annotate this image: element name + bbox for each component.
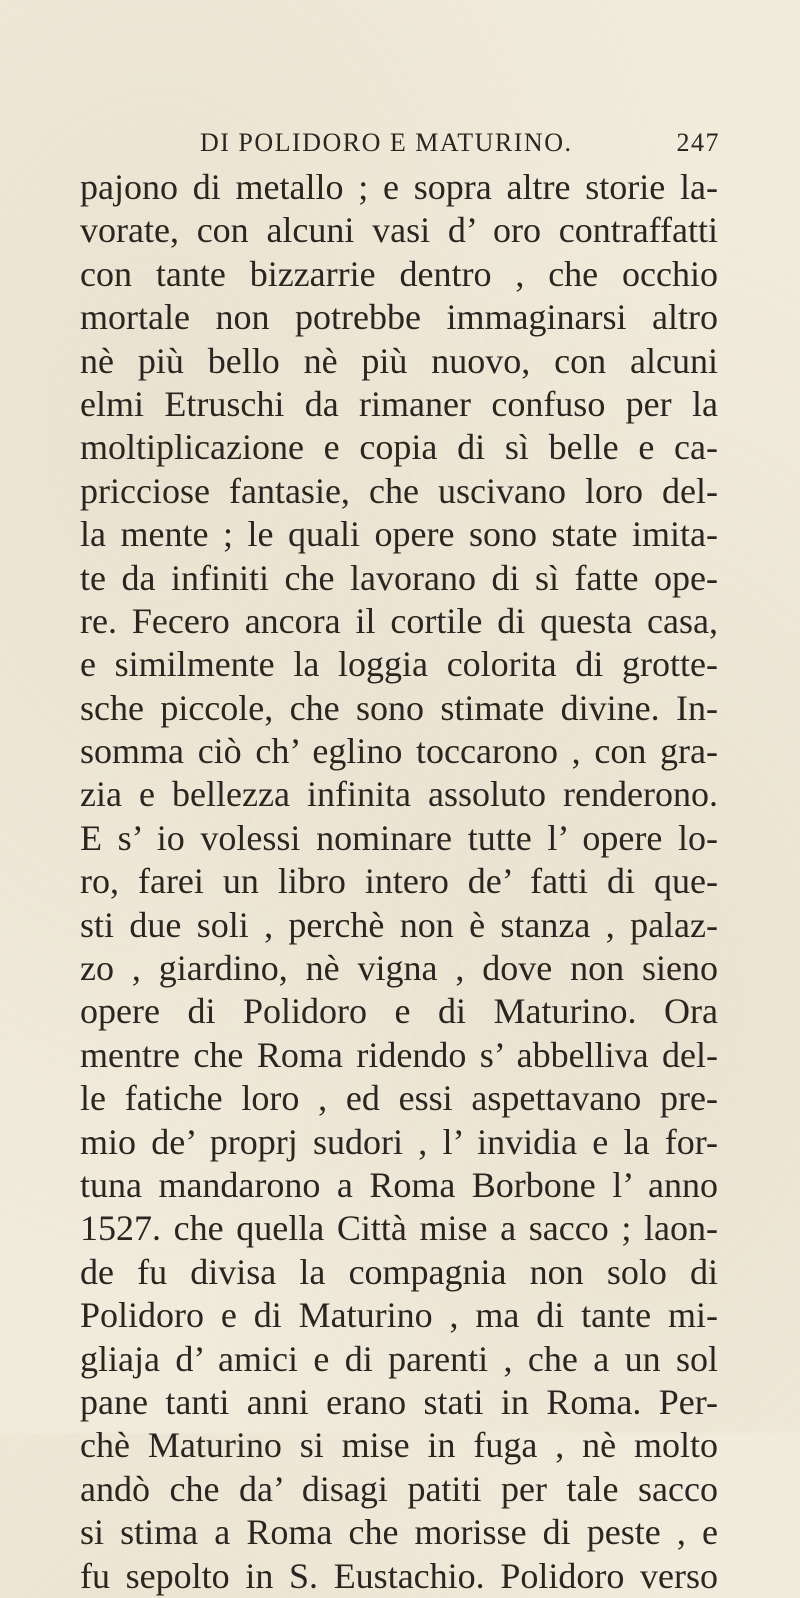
text-line: mio de’ proprj sudori , l’ invidia e la for-	[80, 1121, 718, 1162]
text-line: ro, farei un libro intero de’ fatti di que-	[80, 861, 718, 902]
text-line: pajono di metallo ; e sopra altre storie la-	[80, 167, 718, 207]
text-line: mortale non potrebbe immaginarsi altro	[80, 297, 718, 338]
running-head	[200, 128, 720, 168]
text-line: le fatiche loro , ed essi aspettavano pre-	[80, 1078, 718, 1119]
text-line: vorate, con alcuni vasi d’ oro contraffatti	[80, 210, 718, 251]
text-line: opere di Polidoro e di Maturino. Ora	[80, 991, 718, 1032]
text-body	[80, 166, 718, 1598]
text-line: andò che da’ disagi patiti per tale sacco	[80, 1468, 718, 1509]
text-line: mentre che Roma ridendo s’ abbelliva del-	[80, 1034, 718, 1075]
text-line: tuna mandarono a Roma Borbone l’ anno	[80, 1164, 718, 1205]
text-line: e similmente la loggia colorita di grotte-	[80, 644, 718, 685]
text-line: 1527. che quella Città mise a sacco ; laon-	[80, 1208, 718, 1249]
text-line: re. Fecero ancora il cortile di questa casa,	[80, 600, 718, 641]
text-line: si stima a Roma che morisse di peste , e	[80, 1512, 718, 1553]
text-line: pricciose fantasie, che uscivano loro del-	[80, 470, 718, 511]
text-line: zia e bellezza infinita assoluto renderono.	[80, 774, 718, 815]
text-line: zo , giardino, nè vigna , dove non sieno	[80, 948, 718, 989]
text-line: de fu divisa la compagnia non solo di	[80, 1251, 718, 1292]
text-line: chè Maturino si mise in fuga , nè molto	[80, 1425, 718, 1466]
text-line: elmi Etruschi da rimaner confuso per la	[80, 383, 718, 424]
running-title: DI POLIDORO E MATURINO.	[200, 128, 573, 157]
text-line: E s’ io volessi nominare tutte l’ opere lo-	[80, 817, 718, 858]
text-line: pane tanti anni erano stati in Roma. Per-	[80, 1381, 718, 1422]
text-line: te da infiniti che lavorano di sì fatte ope-	[80, 557, 718, 598]
text-line: somma ciò ch’ eglino toccarono , con gra-	[80, 731, 718, 772]
text-line: con tante bizzarrie dentro , che occhio	[80, 253, 718, 294]
text-line: Polidoro e di Maturino , ma di tante mi-	[80, 1295, 718, 1336]
text-line: nè più bello nè più nuovo, con alcuni	[80, 340, 718, 381]
page-number: 247	[676, 128, 720, 157]
text-line: fu sepolto in S. Eustachio. Polidoro verso	[80, 1555, 718, 1596]
text-line: sche piccole, che sono stimate divine. In-	[80, 687, 718, 728]
text-line: sti due soli , perchè non è stanza , palaz-	[80, 904, 718, 945]
text-line: la mente ; le quali opere sono state imita-	[80, 514, 718, 555]
text-line: gliaja d’ amici e di parenti , che a un sol	[80, 1338, 718, 1379]
text-line: moltiplicazione e copia di sì belle e ca-	[80, 427, 718, 468]
